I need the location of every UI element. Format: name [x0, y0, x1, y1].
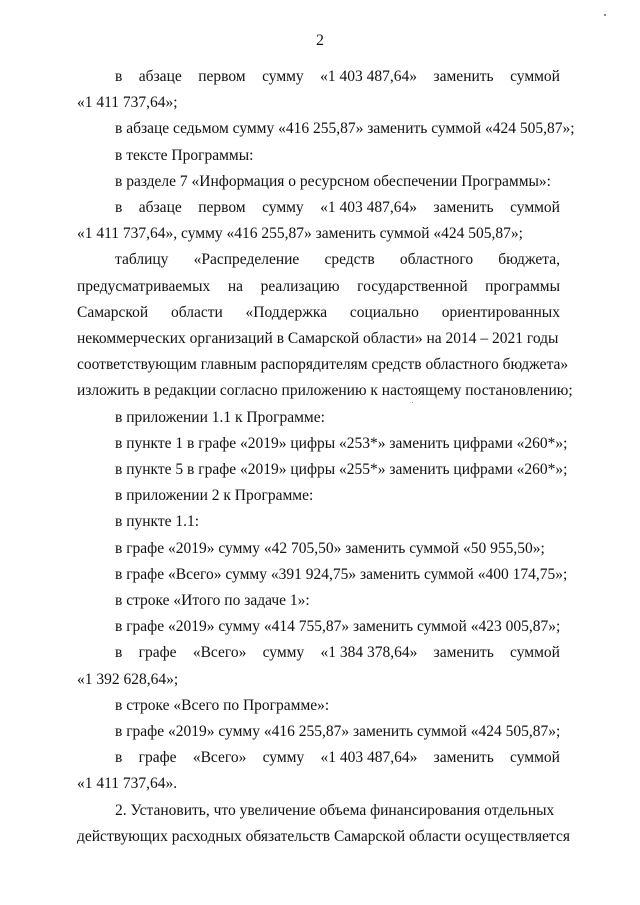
word: государственной — [357, 277, 468, 295]
word: сумму — [262, 749, 305, 767]
word: «1 403 487,64» — [320, 749, 418, 767]
word: суммой — [510, 644, 560, 662]
paragraph-line: «1 411 737,64»; — [77, 94, 178, 112]
word: графе — [138, 749, 177, 767]
paragraph-line: в графе «2019» сумму «42 705,50» заменить суммой «50 955,50»; — [115, 539, 545, 557]
paragraph-line — [77, 745, 560, 771]
word: «1 403 487,64» — [320, 68, 418, 85]
word: сумму — [262, 199, 304, 217]
word: социально — [349, 303, 419, 321]
paragraph-line: в графе «2019» сумму «414 755,87» заменить суммой «423 005,87»; — [115, 618, 561, 636]
word: областного — [399, 251, 474, 269]
paragraph-line: в пункте 1 в графе «2019» цифры «253*» заменить цифрами «260*»; — [115, 434, 568, 452]
word: в — [115, 199, 123, 217]
word: реализацию — [260, 277, 340, 295]
paragraph-line: 2. Установить, что увеличение объема финансирования отдельных — [115, 801, 555, 819]
paragraph-line — [77, 195, 560, 221]
scan-speck — [604, 14, 606, 16]
scan-speck — [412, 402, 413, 403]
word: заменить — [433, 199, 494, 217]
paragraph-line: некоммерческих организаций в Самарской области» на 2014 – 2021 годы — [77, 330, 559, 348]
word: таблицу — [115, 251, 169, 269]
paragraph-line — [77, 274, 560, 300]
word: абзаце — [138, 68, 182, 85]
page-number: 2 — [316, 32, 324, 49]
paragraph-line — [77, 247, 560, 273]
paragraph-line: в строке «Всего по Программе»: — [115, 696, 330, 714]
word: суммой — [510, 199, 560, 217]
paragraph-line: изложить в редакции согласно приложению к настоящему постановлению; — [77, 382, 573, 400]
word: суммой — [510, 749, 560, 767]
word: «1 384 378,64» — [320, 644, 418, 662]
word: «Всего» — [192, 749, 247, 767]
word: бюджета, — [498, 251, 560, 269]
word: «Распределение — [193, 251, 300, 269]
word: в — [115, 749, 123, 767]
word: сумму — [262, 644, 305, 662]
word: Самарской — [77, 303, 149, 321]
paragraph-line: в тексте Программы: — [115, 146, 254, 164]
paragraph-line: действующих расходных обязательств Самарской области осуществляется — [77, 827, 570, 845]
word: в — [115, 644, 123, 662]
paragraph-line: в приложении 1.1 к Программе: — [115, 408, 325, 426]
word: «Всего» — [192, 644, 247, 662]
word: средств — [324, 251, 375, 269]
paragraph-line: в абзаце седьмом сумму «416 255,87» заменить суммой «424 505,87»; — [115, 120, 575, 138]
paragraph-line: «1 411 737,64», сумму «416 255,87» заменить суммой «424 505,87»; — [77, 225, 523, 243]
word: «1 403 487,64» — [320, 199, 418, 217]
word: программы — [485, 277, 560, 295]
word: в — [115, 68, 123, 85]
word: области — [170, 303, 223, 321]
word: «Поддержка — [245, 303, 328, 321]
paragraph-line: соответствующим главным распорядителям средств областного бюджета» — [77, 356, 569, 374]
word: абзаце — [138, 199, 182, 217]
paragraph-line: «1 411 737,64». — [77, 775, 178, 793]
paragraph-line — [77, 640, 560, 666]
word: на — [227, 277, 244, 295]
paragraph-line: в графе «Всего» сумму «391 924,75» заменить суммой «400 174,75»; — [115, 565, 568, 583]
document-body — [77, 64, 575, 850]
paragraph-line — [77, 64, 560, 90]
word: ориентированных — [441, 303, 560, 321]
paragraph-line: в приложении 2 к Программе: — [115, 487, 314, 505]
paragraph-line — [77, 300, 560, 326]
paragraph-line: в пункте 5 в графе «2019» цифры «255*» заменить цифрами «260*»; — [115, 461, 568, 479]
word: суммой — [510, 68, 560, 85]
word: первом — [198, 199, 246, 217]
paragraph-line: в графе «2019» сумму «416 255,87» заменить суммой «424 505,87»; — [115, 723, 561, 741]
word: предусматриваемых — [77, 277, 211, 295]
word: заменить — [433, 644, 494, 662]
paragraph-line: в разделе 7 «Информация о ресурсном обеспечении Программы»: — [115, 172, 551, 190]
paragraph-line: «1 392 628,64»; — [77, 670, 179, 688]
word: сумму — [262, 68, 304, 85]
word: графе — [138, 644, 177, 662]
paragraph-line: в пункте 1.1: — [115, 513, 200, 531]
word: первом — [198, 68, 246, 85]
word: заменить — [433, 68, 494, 85]
paragraph-line: в строке «Итого по задаче 1»: — [115, 592, 310, 610]
word: заменить — [433, 749, 494, 767]
